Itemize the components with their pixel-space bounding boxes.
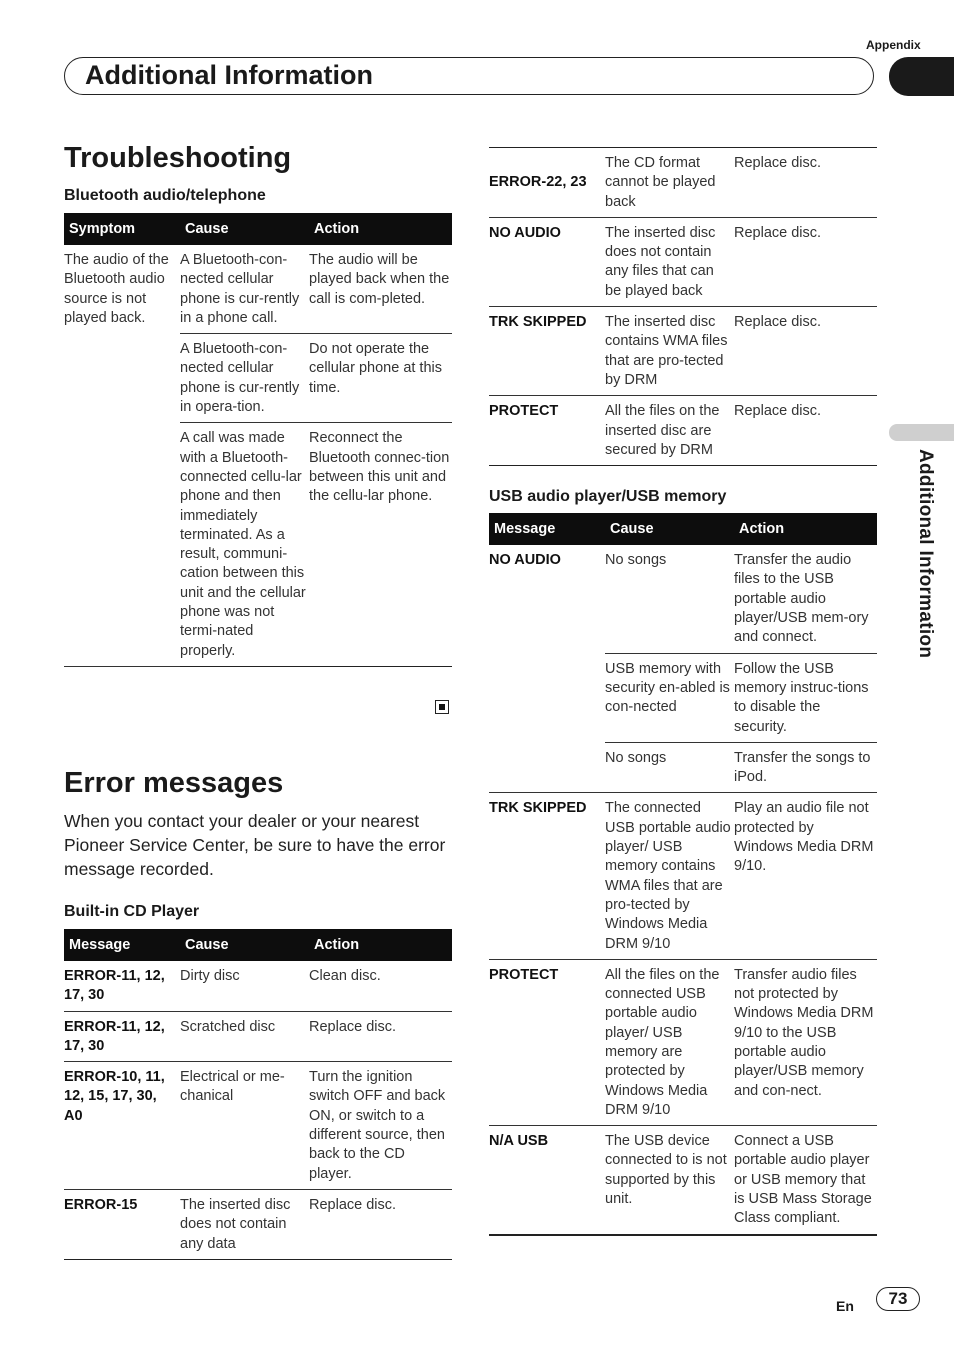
- action-cell: Replace disc.: [734, 307, 877, 396]
- appendix-label: Appendix: [866, 38, 921, 52]
- cause-cell: Dirty disc: [180, 961, 309, 1011]
- action-cell: Reconnect the Bluetooth connec-tion between this unit and the cellu-lar phone.: [309, 423, 452, 667]
- usb-subtitle: USB audio player/USB memory: [489, 488, 727, 506]
- cause-cell: Scratched disc: [180, 1011, 309, 1062]
- action-cell: The audio will be played back when the call is com-pleted.: [309, 245, 452, 334]
- table-row: [489, 1126, 877, 1235]
- message-cell: PROTECT: [489, 396, 605, 466]
- table-row: [489, 307, 877, 396]
- action-cell: Replace disc.: [734, 148, 877, 218]
- cause-cell: The inserted disc contains WMA files that are pro-tected by DRM: [605, 307, 734, 396]
- message-cell: NO AUDIO: [489, 545, 605, 793]
- bluetooth-subtitle: Bluetooth audio/telephone: [64, 187, 266, 204]
- table-row: [489, 396, 877, 466]
- table-row: [489, 959, 877, 1125]
- table-row: [64, 1011, 452, 1062]
- table-row: [64, 1189, 452, 1259]
- message-cell: ERROR-15: [64, 1189, 180, 1259]
- table-row: [489, 545, 877, 653]
- action-cell: Replace disc.: [734, 217, 877, 306]
- action-cell: Clean disc.: [309, 961, 452, 1011]
- table-header-row: [489, 513, 877, 545]
- cause-cell: A call was made with a Bluetooth-connected cellu-lar phone and then immediately terminated. As a result, communi-cation between this unit and the cellular phone was not termi-nated properly.: [180, 423, 309, 667]
- col-header-cause: Cause: [605, 513, 734, 545]
- action-cell: Replace disc.: [734, 396, 877, 466]
- side-section-label: Additional Information: [915, 449, 936, 659]
- action-cell: Transfer audio files not protected by Windows Media DRM 9/10 to the USB portable audio player/USB memory and con-nect.: [734, 959, 877, 1125]
- cause-cell: Electrical or me-chanical: [180, 1062, 309, 1190]
- action-cell: Connect a USB portable audio player or USB memory that is USB Mass Storage Class compliant.: [734, 1126, 877, 1235]
- col-header-action: Action: [309, 929, 452, 961]
- cause-cell: All the files on the inserted disc are secured by DRM: [605, 396, 734, 466]
- bluetooth-table: [64, 213, 452, 667]
- left-column: [64, 140, 452, 667]
- cd-error-table-continued: [489, 147, 877, 466]
- col-header-action: Action: [734, 513, 877, 545]
- error-messages-intro: When you contact your dealer or your nearest Pioneer Service Center, be sure to have the error message recorded.: [64, 811, 446, 879]
- message-cell: ERROR-11, 12, 17, 30: [64, 961, 180, 1011]
- cause-cell: A Bluetooth-con-nected cellular phone is cur-rently in a phone call.: [180, 245, 309, 334]
- action-cell: Replace disc.: [309, 1011, 452, 1062]
- troubleshooting-title: Troubleshooting: [64, 142, 292, 174]
- cause-cell: The inserted disc does not contain any files that can be played back: [605, 217, 734, 306]
- cause-cell: No songs: [605, 545, 734, 653]
- cause-cell: The CD format cannot be played back: [605, 148, 734, 218]
- cause-cell: A Bluetooth-con-nected cellular phone is cur-rently in opera-tion.: [180, 334, 309, 423]
- message-cell: ERROR-11, 12, 17, 30: [64, 1011, 180, 1062]
- right-column: [489, 147, 877, 1236]
- message-cell: NO AUDIO: [489, 217, 605, 306]
- table-row: [489, 793, 877, 959]
- page-number: 73: [876, 1287, 920, 1311]
- cause-cell: The connected USB portable audio player/ USB memory contains WMA files that are pro-tected by Windows Media DRM 9/10: [605, 793, 734, 959]
- cause-cell: The inserted disc does not contain any data: [180, 1189, 309, 1259]
- cd-player-subtitle: Built-in CD Player: [64, 903, 200, 920]
- action-cell: Follow the USB memory instruc-tions to disable the security.: [734, 653, 877, 742]
- cause-cell: No songs: [605, 742, 734, 793]
- section-end-icon: [435, 700, 449, 714]
- section-title: Additional Information: [85, 60, 373, 90]
- side-tab-marker: [889, 424, 954, 441]
- message-cell: TRK SKIPPED: [489, 307, 605, 396]
- table-header-row: [64, 213, 452, 245]
- symptom-cell: The audio of the Bluetooth audio source is not played back.: [64, 245, 180, 666]
- action-cell: Turn the ignition switch OFF and back ON, or switch to a different source, then back to the CD player.: [309, 1062, 452, 1190]
- col-header-message: Message: [64, 929, 180, 961]
- usb-error-table: [489, 513, 877, 1236]
- table-row: [489, 148, 877, 218]
- message-cell: ERROR-10, 11, 12, 15, 17, 30, A0: [64, 1062, 180, 1190]
- action-cell: Transfer the songs to iPod.: [734, 742, 877, 793]
- table-row: [489, 217, 877, 306]
- cause-cell: USB memory with security en-abled is con-nected: [605, 653, 734, 742]
- table-header-row: [64, 929, 452, 961]
- error-messages-title: Error messages: [64, 767, 284, 799]
- error-messages-section: [64, 765, 452, 1260]
- message-cell: PROTECT: [489, 959, 605, 1125]
- col-header-cause: Cause: [180, 213, 309, 245]
- cause-cell: All the files on the connected USB portable audio player/ USB memory are protected by Windows Media DRM 9/10: [605, 959, 734, 1125]
- action-cell: Transfer the audio files to the USB portable audio player/USB mem-ory and connect.: [734, 545, 877, 653]
- cause-cell: The USB device connected to is not supported by this unit.: [605, 1126, 734, 1235]
- language-label: En: [836, 1298, 854, 1314]
- table-row: [64, 1062, 452, 1190]
- table-row: [64, 961, 452, 1011]
- action-cell: Replace disc.: [309, 1189, 452, 1259]
- action-cell: Play an audio file not protected by Windows Media DRM 9/10.: [734, 793, 877, 959]
- col-header-cause: Cause: [180, 929, 309, 961]
- table-row: [64, 245, 452, 334]
- message-cell: N/A USB: [489, 1126, 605, 1235]
- message-cell: TRK SKIPPED: [489, 793, 605, 959]
- col-header-message: Message: [489, 513, 605, 545]
- col-header-symptom: Symptom: [64, 213, 180, 245]
- header-tab-marker: [889, 57, 954, 96]
- section-header: [64, 57, 874, 95]
- cd-error-table: [64, 929, 452, 1260]
- action-cell: Do not operate the cellular phone at this time.: [309, 334, 452, 423]
- col-header-action: Action: [309, 213, 452, 245]
- message-cell: ERROR-22, 23: [489, 148, 605, 218]
